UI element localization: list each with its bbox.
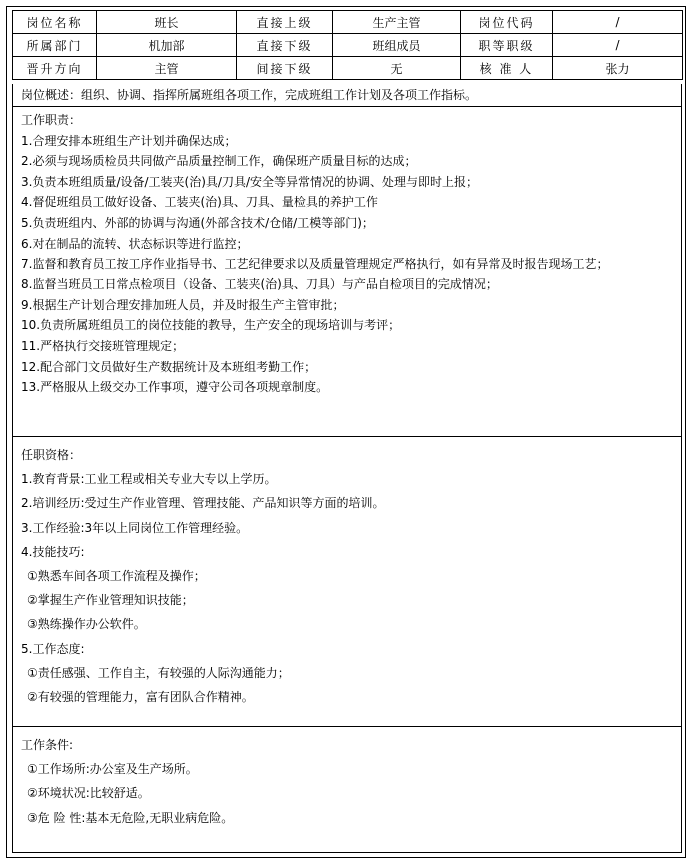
cell-label-direct-superior: 直接上级: [237, 11, 333, 34]
qualification-item: 5.工作态度:: [21, 641, 85, 656]
duty-item: 7.监督和教育员工按工序作业指导书、工艺纪律要求以及质量管理规定严格执行，如有异常及时报告现场工艺；: [21, 257, 609, 272]
overview-text: 岗位概述：组织、协调、指挥所属班组各项工作，完成班组工作计划及各项工作指标。: [21, 88, 478, 102]
qualification-subitem: ①责任感强、工作自主，有较强的人际沟通能力；: [27, 665, 290, 680]
duty-item: 5.负责班组内、外部的协调与沟通(外部含技术/仓储/工模等部门)；: [21, 215, 374, 230]
duty-item: 13.严格服从上级交办工作事项，遵守公司各项规章制度。: [21, 380, 329, 395]
cell-promotion: 主管: [97, 57, 237, 80]
table-row: [13, 34, 683, 57]
qualification-item: 1.教育背景:工业工程或相关专业大专以上学历。: [21, 472, 277, 487]
duty-item: 1.合理安排本班组生产计划并确保达成；: [21, 133, 237, 148]
duty-item: 8.监督当班员工日常点检项目（设备、工装夹(治)具、刀具）与产品自检项目的完成情况；: [21, 277, 498, 292]
duty-item: 3.负责本班组质量/设备/工装夹(治)具/刀具/安全等异常情况的协调、处理与即时上报；: [21, 174, 478, 189]
cell-label-direct-subordinate: 直接下级: [237, 34, 333, 57]
cell-position-code: /: [553, 11, 683, 34]
cell-label-promotion: 晋升方向: [13, 57, 97, 80]
conditions-title: 工作条件:: [21, 738, 74, 752]
condition-item: ③危 险 性:基本无危险,无职业病危险。: [27, 810, 234, 825]
duty-item: 12.配合部门文员做好生产数据统计及本班组考勤工作；: [21, 359, 317, 374]
cell-grade: /: [553, 34, 683, 57]
qualification-subitem: ③熟练操作办公软件。: [27, 617, 146, 632]
qualification-item: 4.技能技巧:: [21, 544, 85, 559]
qualifications-title: 任职资格：: [21, 448, 82, 462]
cell-direct-superior: 生产主管: [333, 11, 461, 34]
cell-label-approver: 核 准 人: [461, 57, 553, 80]
condition-item: ①工作场所:办公室及生产场所。: [27, 762, 198, 777]
cell-direct-subordinate: 班组成员: [333, 34, 461, 57]
overview-section: [12, 84, 682, 107]
cell-label-indirect-subordinate: 间接下级: [237, 57, 333, 80]
cell-label-department: 所属部门: [13, 34, 97, 57]
qualification-item: 3.工作经验:3年以上同岗位工作管理经验。: [21, 520, 249, 535]
duties-section: [12, 107, 682, 437]
qualification-subitem: ①熟悉车间各项工作流程及操作；: [27, 569, 206, 584]
duties-title: 工作职责：: [21, 113, 82, 127]
table-row: [13, 57, 683, 80]
qualifications-section: [12, 437, 682, 727]
duty-item: 6.对在制品的流转、状态标识等进行监控；: [21, 236, 249, 251]
duty-item: 4.督促班组员工做好设备、工装夹(治)具、刀具、量检具的养护工作: [21, 195, 378, 210]
cell-department: 机加部: [97, 34, 237, 57]
conditions-section: [12, 727, 682, 853]
cell-label-position-name: 岗位名称: [13, 11, 97, 34]
cell-approver: 张力: [553, 57, 683, 80]
qualification-subitem: ②有较强的管理能力，富有团队合作精神。: [27, 690, 254, 705]
cell-indirect-subordinate: 无: [333, 57, 461, 80]
cell-label-position-code: 岗位代码: [461, 11, 553, 34]
job-info-table: [12, 10, 683, 80]
qualification-subitem: ②掌握生产作业管理知识技能；: [27, 593, 194, 608]
table-row: [13, 11, 683, 34]
duty-item: 10.负责所属班组员工的岗位技能的教导，生产安全的现场培训与考评；: [21, 318, 401, 333]
condition-item: ②环境状况:比较舒适。: [27, 786, 150, 801]
cell-label-grade: 职等职级: [461, 34, 553, 57]
duty-item: 2.必须与现场质检员共同做产品质量控制工作，确保班产质量目标的达成；: [21, 154, 417, 169]
cell-position-name: 班长: [97, 11, 237, 34]
duty-item: 11.严格执行交接班管理规定；: [21, 338, 185, 353]
duty-item: 9.根据生产计划合理安排加班人员，并及时报生产主管审批；: [21, 297, 345, 312]
qualification-item: 2.培训经历:受过生产作业管理、管理技能、产品知识等方面的培训。: [21, 496, 385, 511]
